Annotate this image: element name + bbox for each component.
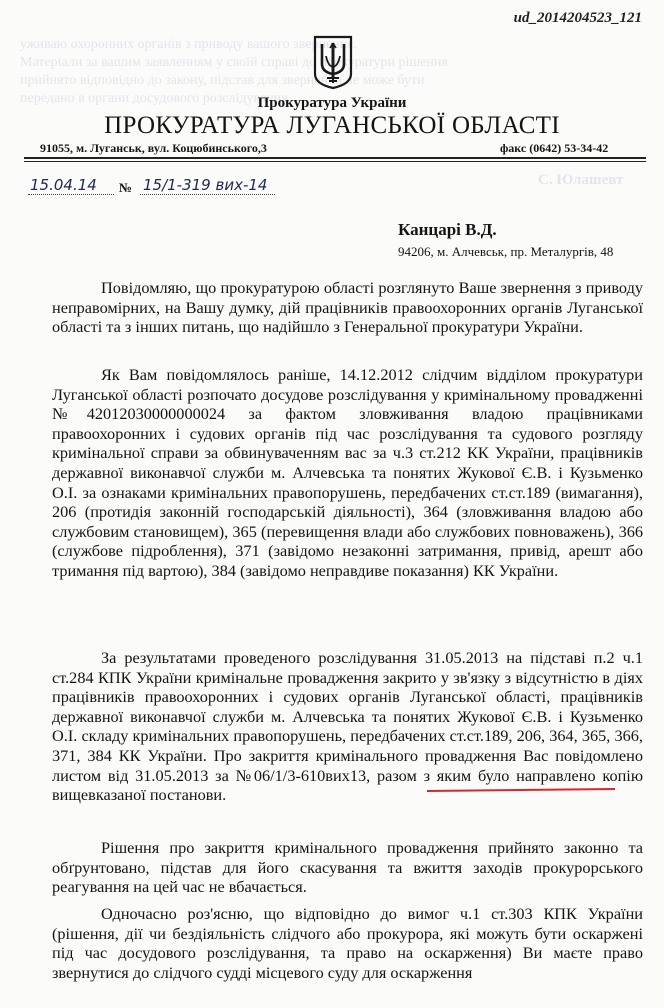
body-paragraph: За результатами проведеного розслідування 31.05.2013 на підставі п.2 ч.1 ст.284 КПК України кримінальне провадження закрито у зв'язку з відсутністю в діях працівників правоохоронних і судових органів Луганської області, працівників державної виконавчої служби м. Алчевська та понятих Жукової Є.В. і Кузьменко О.І. складу кримінальних правопорушень, передбачених ст.ст.189, 206, 364, 365, 366, 371, 384 КК України. Про закриття кримінального провадження Вас повідомлено листом від 31.05.2013 за №06/1/3-610вих13, разом з яким було направлено копію вищевказаної постанови.: [52, 648, 643, 805]
body-paragraph: Повідомляю, що прокуратурою області розглянуто Ваше звернення з приводу неправомірних, на Вашу думку, дій працівників правоохоронних органів Луганської області та з інших питань, що надійшло з Генеральної прокуратури України.: [52, 278, 643, 337]
trident-emblem-icon: [312, 34, 354, 90]
org-subtitle: Прокуратура України: [257, 95, 407, 111]
registration-date: 15.04.14: [30, 176, 97, 194]
body-paragraph: Як Вам повідомлялось раніше, 14.12.2012 слідчим відділом прокуратури Луганської області розпочато досудове розслідування у кримінальному провадженні №42012030000000024 за фактом зловживання владою працівниками правоохоронних і судових органів під час розслідування та судового розгляду кримінальної справи за обвинуваченням вас за ч.3 ст.212 КК України, працівників державної виконавчої служби м. Алчевська та понятих Жукової Є.В. і Кузьменко О.І. за ознаками кримінальних правопорушень, передбачених ст.ст.189 (вимагання), 206 (протидія законній господарській діяльності), 364 (зловживання владою або службовим становищем), 365 (перевищення влади або службових повноважень), 366 (службове підроблення), 371 (завідомо незаконні затримання, привід, арешт або тримання під вартою), 384 (завідомо неправдиве показання) КК України.: [52, 365, 643, 580]
registration-number-label: №: [119, 180, 133, 195]
bleed-line: передано в органи досудового розслідування.: [20, 91, 292, 106]
bleed-signature: С. Юлашевт: [538, 172, 624, 188]
org-address: 91055, м. Луганськ, вул. Коцюбинського,3: [40, 141, 267, 155]
bleed-line: Матеріали за вашим заявленням у своїй справі до прокуратури рішення: [20, 55, 448, 70]
recipient-address: 94206, м. Алчевськ, пр. Металургів, 48: [398, 244, 614, 259]
registration-number: 15/1-319 вих-14: [143, 176, 268, 194]
header-rule-thin: [24, 161, 646, 162]
number-dotted-line: [140, 194, 275, 195]
date-dotted-line: [28, 194, 114, 195]
bleed-line: уживаю охоронних органів з приводу вашого звернення.: [20, 37, 358, 52]
org-title: ПРОКУРАТУРА ЛУГАНСЬКОЇ ОБЛАСТІ: [104, 112, 560, 139]
recipient-name: Канцарі В.Д.: [398, 220, 497, 239]
bleed-line: прийнято відповідно до закону, підстав для звернення не може бути: [20, 73, 425, 88]
header-rule-thick: [24, 157, 646, 159]
body-paragraph: Одночасно роз'ясню, що відповідно до вимог ч.1 ст.303 КПК України (рішення, дії чи бездіяльність слідчого або прокурора, які можуть бути оскаржені під час досудового розслідування, та право на оскарження) Ви маєте право звернутися до слідчого судді місцевого суду для оскарження: [52, 904, 643, 982]
body-paragraph: Рішення про закриття кримінального провадження прийнято законно та обґрунтовано, підстав для його скасування та вжиття заходів прокурорського реагування на цей час не вбачається.: [52, 838, 643, 897]
document-id: ud_2014204523_121: [513, 10, 642, 26]
org-fax: факс (0642) 53-34-42: [500, 141, 609, 155]
